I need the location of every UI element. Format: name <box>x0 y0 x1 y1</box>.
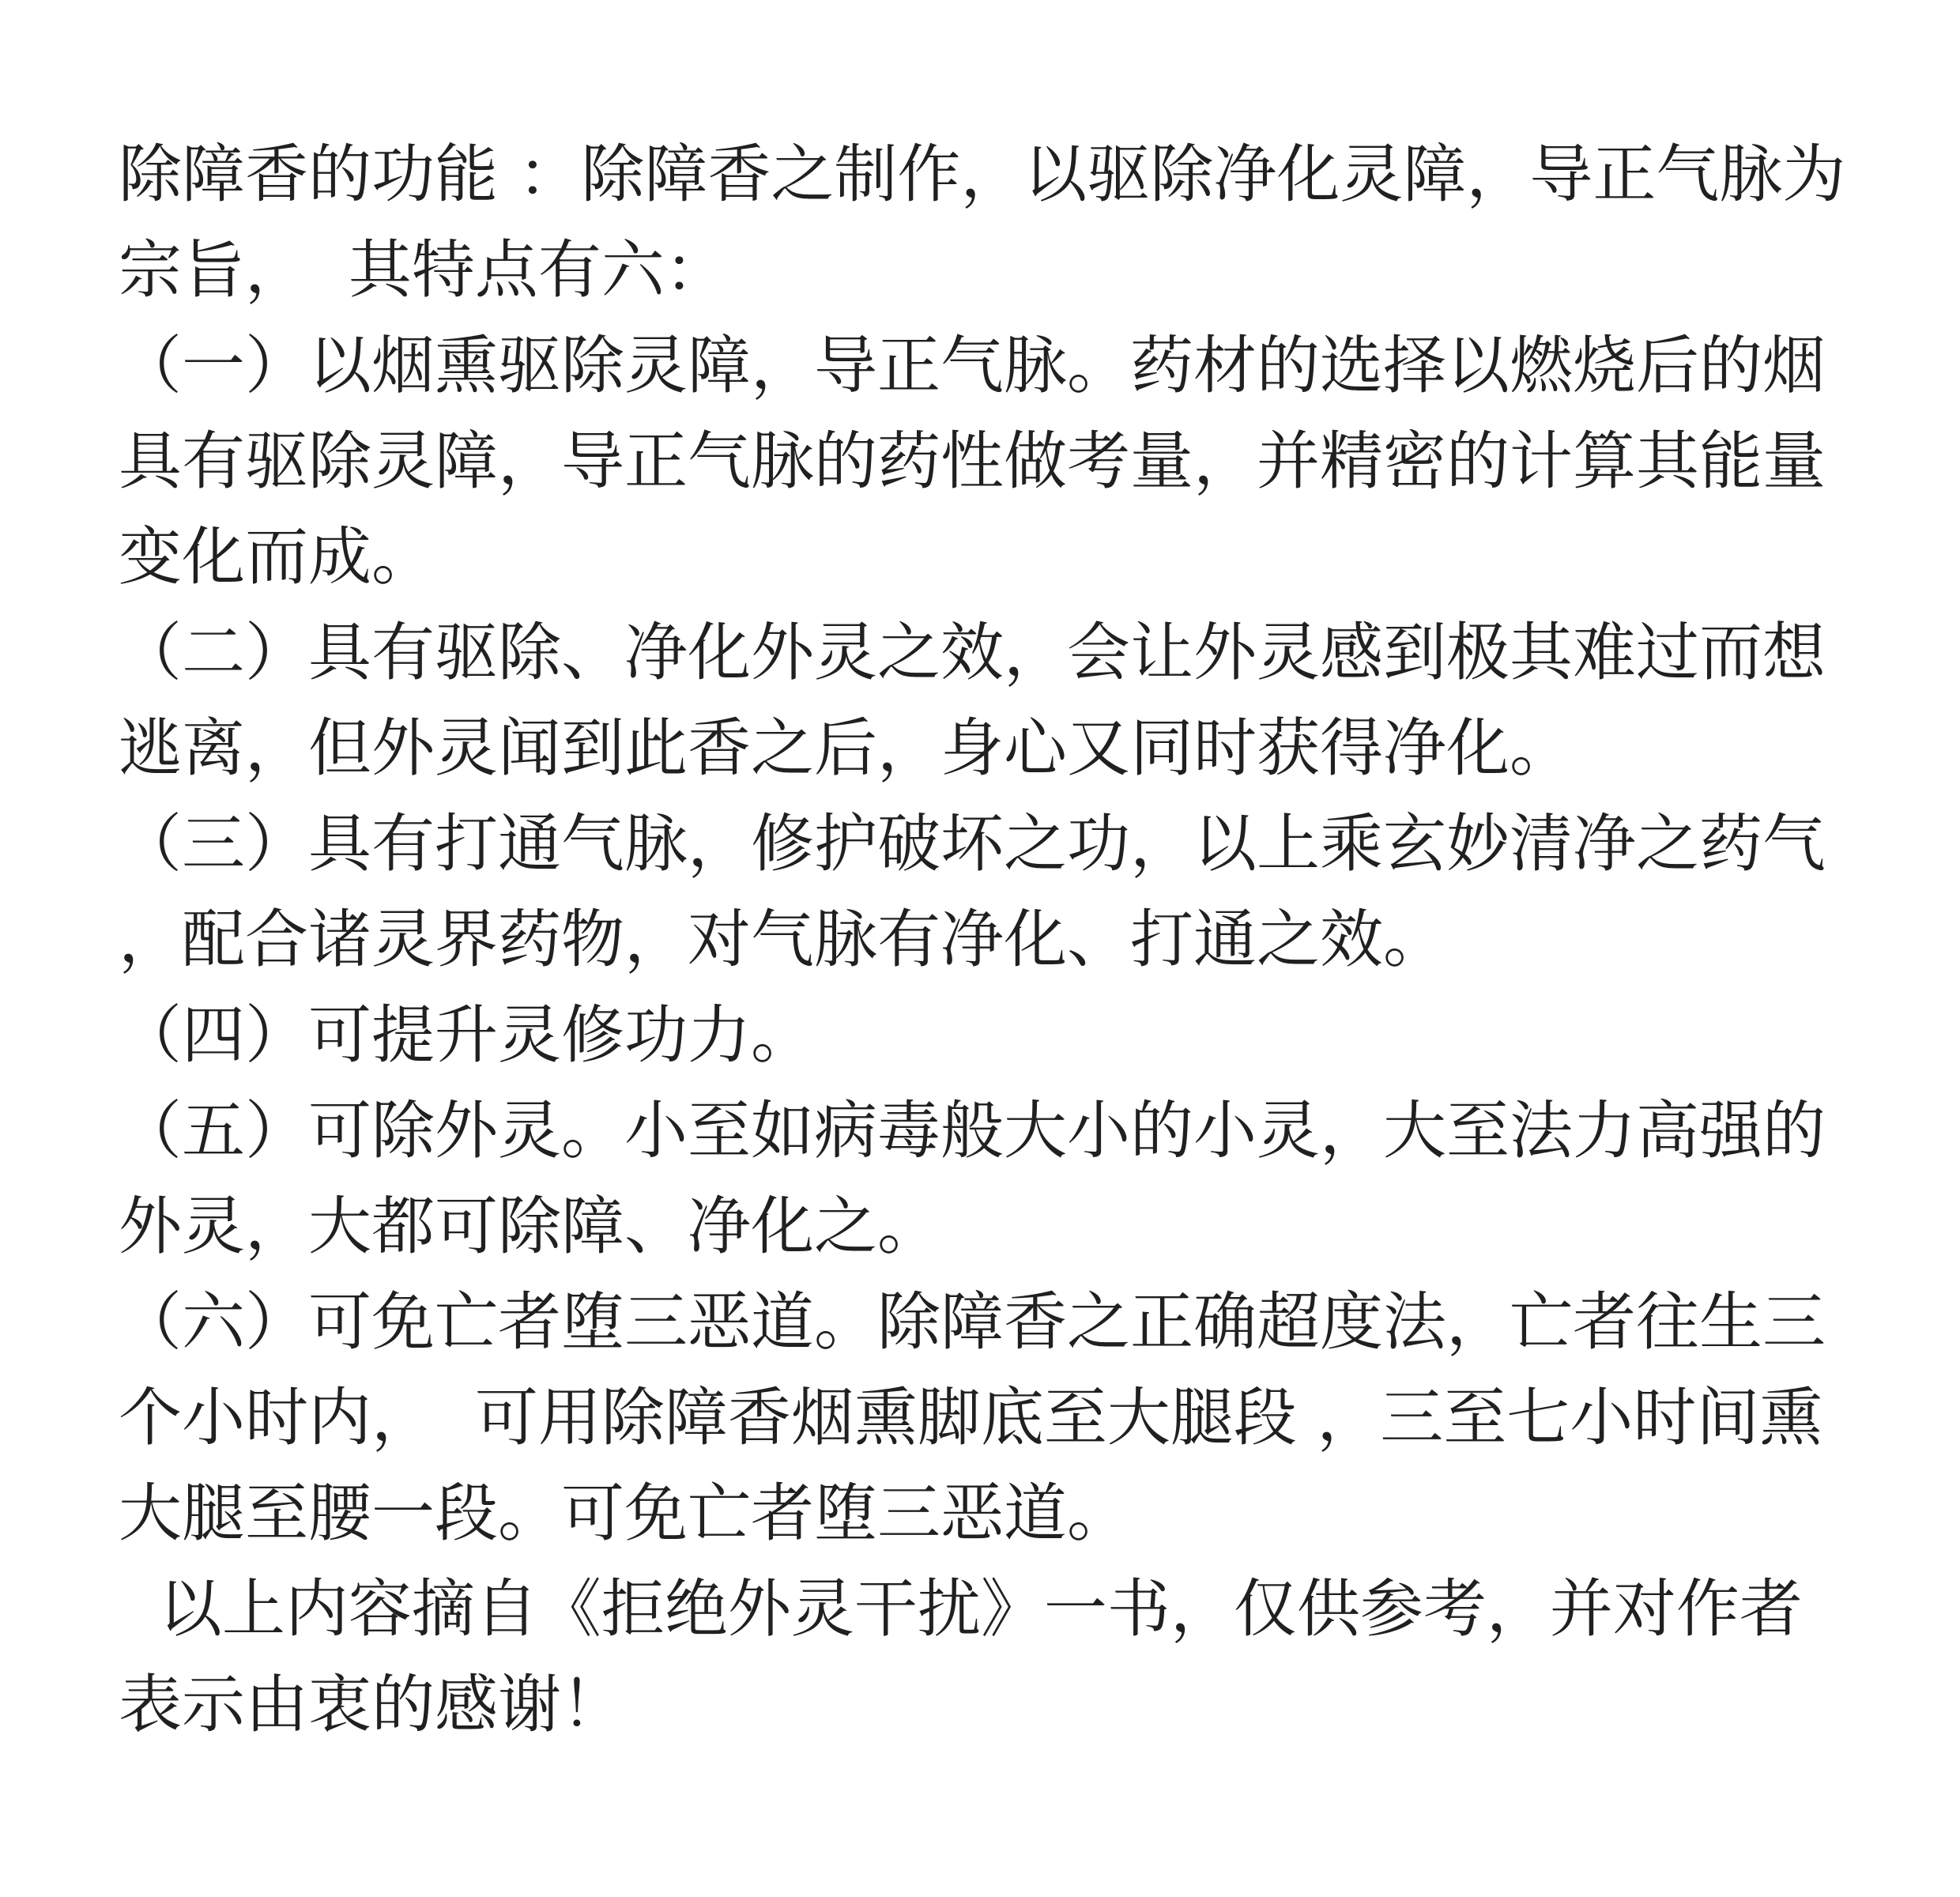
text-line: （五）可除外灵。小至如病毒般大小的小灵，大至法力高强的 <box>119 1094 1826 1167</box>
text-line: （三）具有打通气脉，修护破坏之功，以上乘玄妙清净之药气 <box>119 807 1826 881</box>
text-line: 大腿至腰一段。可免亡者堕三恶道。 <box>119 1476 1130 1550</box>
text-line: （一）以烟熏驱除灵障，导正气脉。药材的选择以燃烧后的烟 <box>119 329 1826 402</box>
text-line: 除障香的功能 ：除障香之制作，以驱除净化灵障，导正气脉为 <box>119 138 1846 211</box>
text-line: 个小时内， 可用除障香烟熏脚底至大腿段 ，三至七小时间熏 <box>119 1381 1823 1454</box>
text-line: （六）可免亡者堕三恶道。除障香之正确超度法，亡者往生三 <box>119 1285 1826 1359</box>
text-line: ，配合诸灵界药物，对气脉有净化、打通之效。 <box>119 903 1446 976</box>
text-line: （四）可提升灵修功力。 <box>119 998 814 1072</box>
text-line: 表示由衷的感谢！ <box>119 1668 624 1741</box>
text-line: 具有驱除灵障，导正气脉的药性做考量，并精密的计算其能量 <box>119 424 1826 498</box>
text-line: 变化而成。 <box>119 520 435 594</box>
text-line: 以上内容摘自《拒绝外灵干扰》一书，仅供参考，并对作者 <box>119 1572 1803 1646</box>
article-text <box>119 126 1889 1752</box>
text-line: （二）具有驱除、净化外灵之效，会让外灵感到极其难过而想 <box>119 616 1826 689</box>
text-line: 逃离，但外灵闻到此香之后，身心又同时获得净化。 <box>119 711 1573 785</box>
text-line: 外灵，大都可除障、净化之。 <box>119 1190 940 1263</box>
text-line: 宗旨， 其特点有六： <box>119 233 728 307</box>
